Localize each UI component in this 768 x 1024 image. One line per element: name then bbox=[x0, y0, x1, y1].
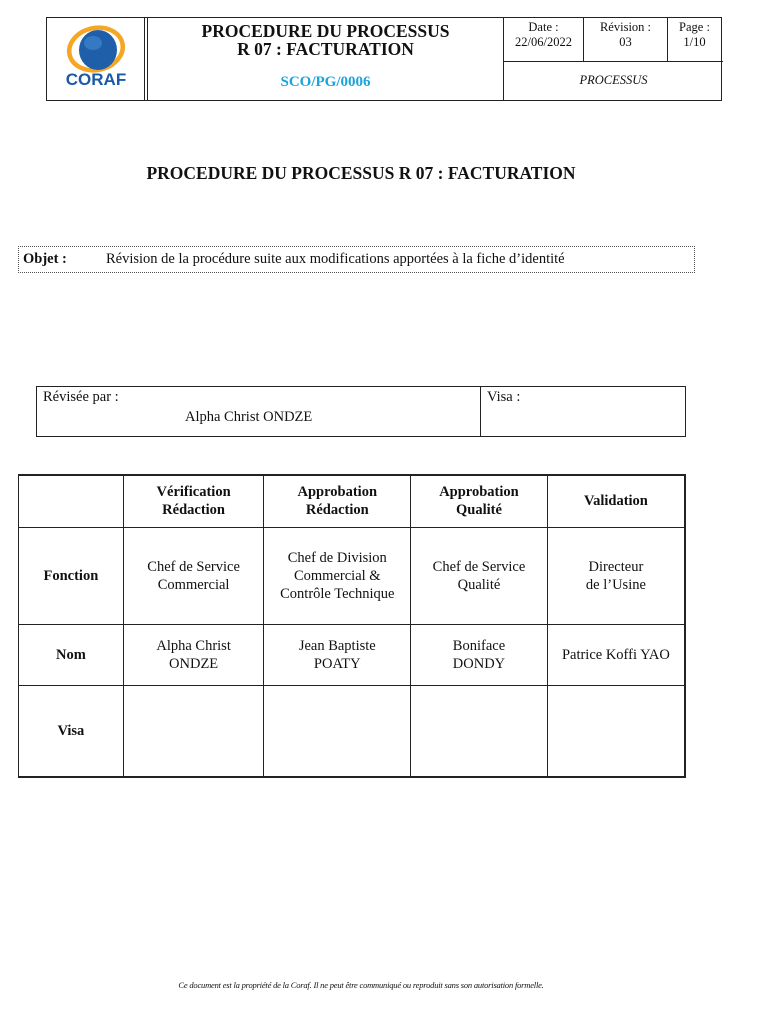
row-label: Nom bbox=[19, 624, 124, 685]
objet-text: Révision de la procédure suite aux modifications apportées à la fiche d’identité bbox=[106, 251, 565, 267]
table-cell-line: Directeur bbox=[588, 558, 644, 575]
revision-value: 03 bbox=[619, 35, 632, 49]
document-header bbox=[46, 17, 722, 101]
page-value: 1/10 bbox=[683, 35, 706, 49]
visa-label: Visa : bbox=[487, 389, 521, 405]
objet-box bbox=[18, 246, 695, 273]
table-cell-line: Chef de Division bbox=[287, 549, 387, 566]
table-cell-line: de l’Usine bbox=[585, 576, 646, 593]
table-header-cell bbox=[411, 475, 548, 527]
document-type: PROCESSUS bbox=[579, 73, 648, 87]
table-cell bbox=[123, 624, 264, 685]
row-label: Fonction bbox=[19, 527, 124, 624]
table-cell-line: Commercial bbox=[157, 576, 230, 593]
revised-by-cell bbox=[37, 387, 481, 436]
table-cell-line: POATY bbox=[313, 655, 361, 672]
revision-label: Révision : bbox=[599, 20, 652, 34]
table-cell-line: ONDZE bbox=[169, 655, 219, 672]
table-cell bbox=[264, 685, 411, 777]
table-cell bbox=[123, 527, 264, 624]
table-header-cell bbox=[264, 475, 411, 527]
revision-box bbox=[36, 386, 686, 437]
table-cell-line: Alpha Christ bbox=[156, 637, 231, 654]
date-label: Date : bbox=[528, 20, 559, 34]
table-cell-line: Boniface bbox=[452, 637, 506, 654]
table-cell bbox=[264, 527, 411, 624]
table-header-cell bbox=[123, 475, 264, 527]
header-title-cell bbox=[148, 18, 504, 100]
table-cell-line: DONDY bbox=[452, 655, 506, 672]
table-row bbox=[19, 624, 686, 685]
table-cell bbox=[411, 527, 548, 624]
table-row bbox=[19, 685, 686, 777]
table-cell-line: Chef de Service bbox=[432, 558, 526, 575]
revised-by-label: Révisée par : bbox=[43, 389, 119, 405]
date-value: 22/06/2022 bbox=[515, 35, 572, 49]
page-title: PROCEDURE DU PROCESSUS R 07 : FACTURATION bbox=[146, 163, 576, 183]
approval-table bbox=[18, 474, 686, 778]
table-cell bbox=[264, 624, 411, 685]
table-cell bbox=[547, 624, 685, 685]
table-header-cell bbox=[547, 475, 685, 527]
page-label: Page : bbox=[679, 20, 710, 34]
table-cell bbox=[547, 685, 685, 777]
header-title-line2: R 07 : FACTURATION bbox=[237, 39, 414, 59]
coraf-logo bbox=[47, 18, 148, 100]
revised-by-name: Alpha Christ ONDZE bbox=[185, 409, 313, 425]
table-header-cell-line: Vérification bbox=[156, 484, 231, 501]
header-meta-row bbox=[504, 18, 723, 62]
table-header-cell-line: Rédaction bbox=[305, 502, 369, 519]
table-cell bbox=[411, 624, 548, 685]
table-header-cell-line: Approbation bbox=[439, 484, 519, 501]
footer-notice: Ce document est la propriété de la Coraf. Il ne peut être communiqué ou reproduit sans son autorisation formelle. bbox=[178, 980, 544, 990]
table-cell-line: Jean Baptiste bbox=[298, 637, 376, 654]
table-header-cell-line: Rédaction bbox=[162, 502, 226, 519]
table-header-cell-line: Validation bbox=[583, 493, 648, 510]
table-header-cell-line: Approbation bbox=[297, 484, 378, 501]
header-date bbox=[504, 18, 584, 61]
logo-wordmark: CORAF bbox=[65, 70, 127, 89]
table-header-cell-line: Qualité bbox=[456, 502, 502, 519]
table-cell-line: Patrice Koffi YAO bbox=[561, 646, 670, 663]
table-header-row bbox=[19, 475, 686, 527]
coraf-logo-mark bbox=[47, 18, 145, 100]
header-page bbox=[668, 18, 721, 61]
table-cell-line: Qualité bbox=[457, 576, 501, 593]
table-row bbox=[19, 527, 686, 624]
header-revision bbox=[584, 18, 668, 61]
objet-label: Objet : bbox=[23, 251, 67, 267]
header-title-line1: PROCEDURE DU PROCESSUS bbox=[201, 21, 450, 41]
table-cell-line: Chef de Service bbox=[147, 558, 240, 575]
table-corner-cell bbox=[19, 475, 124, 527]
document-code: SCO/PG/0006 bbox=[280, 74, 371, 90]
table-cell bbox=[411, 685, 548, 777]
row-label: Visa bbox=[19, 685, 124, 777]
table-cell-line: Commercial & bbox=[293, 567, 381, 584]
table-cell-line: Contrôle Technique bbox=[280, 585, 395, 602]
table-cell bbox=[547, 527, 685, 624]
table-cell bbox=[123, 685, 264, 777]
